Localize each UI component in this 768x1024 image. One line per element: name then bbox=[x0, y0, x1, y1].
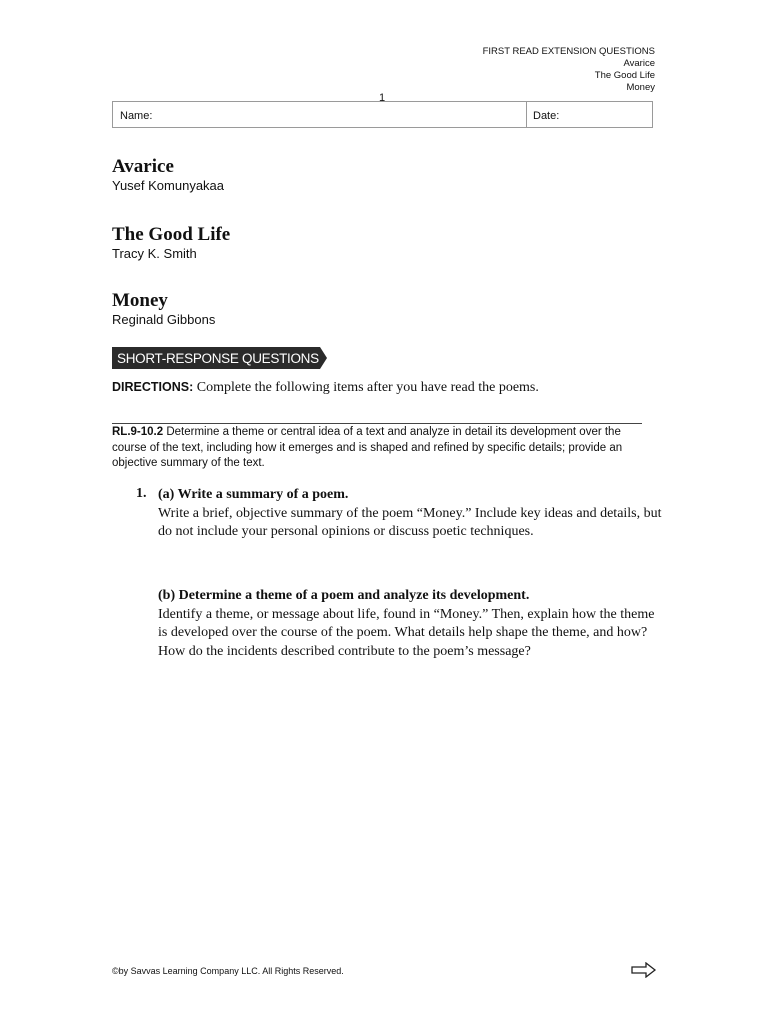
header-line-2: Avarice bbox=[623, 58, 655, 69]
name-label: Name: bbox=[120, 110, 153, 122]
work-avarice bbox=[112, 156, 224, 194]
directions bbox=[112, 380, 539, 396]
directions-label: DIRECTIONS: bbox=[112, 380, 194, 394]
question-part-a bbox=[158, 486, 663, 542]
arrow-right-icon[interactable] bbox=[631, 962, 657, 983]
header-line-3: The Good Life bbox=[594, 70, 655, 81]
work-title: The Good Life bbox=[112, 224, 231, 245]
date-label: Date: bbox=[533, 110, 560, 122]
question-part-body: Identify a theme, or message about life, found in “Money.” Then, explain how the theme is developed over the course of the poem. What details help shape the theme, and how? How do the incidents described contribute to the poem’s message? bbox=[158, 606, 655, 659]
date-field[interactable] bbox=[527, 102, 652, 127]
work-author: Reginald Gibbons bbox=[112, 312, 216, 327]
standard-divider bbox=[112, 423, 642, 424]
section-banner bbox=[112, 347, 328, 369]
work-money bbox=[112, 290, 215, 328]
standard-text: Determine a theme or central idea of a text and analyze in detail its development over the course of the text, including how it emerges and is shaped and refined by specific details; provide an objective summary of the text. bbox=[112, 426, 623, 469]
page-number: 1 bbox=[379, 92, 386, 104]
directions-text: Complete the following items after you have read the poems. bbox=[196, 380, 539, 395]
question-part-b bbox=[158, 587, 658, 661]
work-author: Tracy K. Smith bbox=[112, 246, 197, 261]
banner-label: SHORT-RESPONSE QUESTIONS bbox=[117, 351, 319, 366]
question-part-heading: (b) Determine a theme of a poem and analyze its development. bbox=[158, 588, 530, 603]
work-title: Money bbox=[112, 290, 168, 311]
header-line-1: FIRST READ EXTENSION QUESTIONS bbox=[482, 46, 655, 57]
question-part-body: Write a brief, objective summary of the poem “Money.” Include key ideas and details, but do not include your personal opinions or discuss poetic techniques. bbox=[158, 505, 662, 539]
work-the-good-life bbox=[112, 224, 230, 262]
copyright-notice: ©by Savvas Learning Company LLC. All Rights Reserved. bbox=[112, 966, 344, 976]
question-number: 1. bbox=[136, 486, 147, 501]
work-author: Yusef Komunyakaa bbox=[112, 178, 225, 193]
question-part-heading: (a) Write a summary of a poem. bbox=[158, 487, 349, 502]
standard-statement bbox=[112, 425, 652, 472]
name-date-box bbox=[112, 101, 653, 128]
name-field[interactable] bbox=[113, 102, 527, 127]
work-title: Avarice bbox=[112, 156, 174, 177]
header-line-4: Money bbox=[626, 82, 655, 93]
standard-code: RL.9-10.2 bbox=[112, 426, 164, 438]
document-header bbox=[483, 46, 655, 94]
